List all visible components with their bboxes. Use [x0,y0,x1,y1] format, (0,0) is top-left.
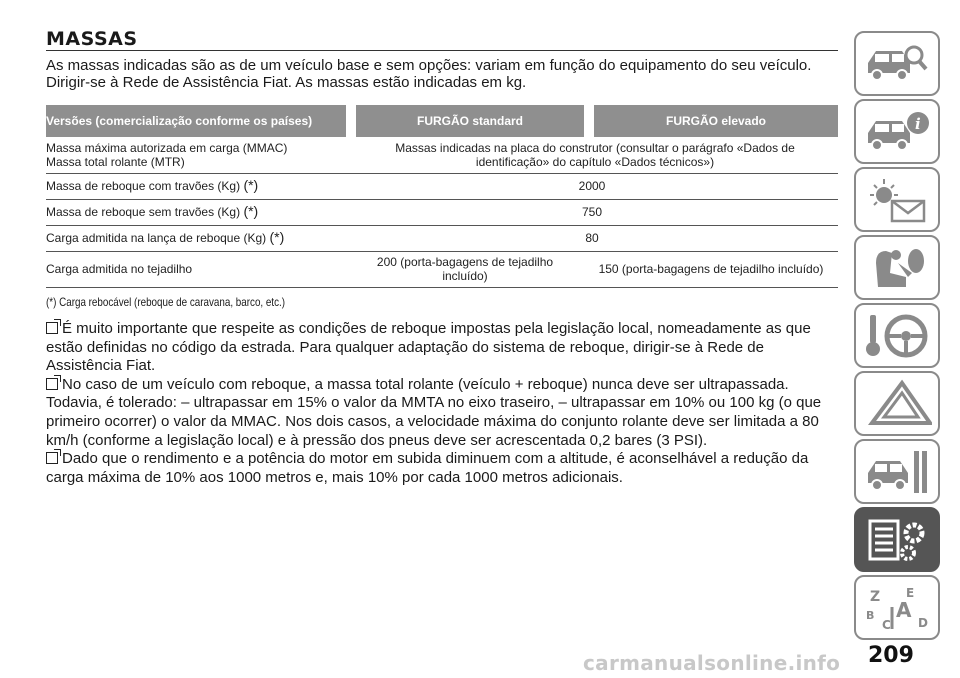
tab-emergency[interactable] [854,371,940,436]
footnote-marker: (*) [243,177,259,193]
car-search-icon [862,39,932,89]
tab-warning-lights[interactable] [854,167,940,232]
external-link-icon [46,452,58,464]
paragraph: No caso de um veículo com reboque, a massa total rolante (veículo + reboque) nunca deve ser ultrapassada. Todavia, é tolerado: – ultrapassar em 15% o valor da MMTA no eixo traseiro, – ultrapassar em 10% ou 100 kg (o que primeiro ocorrer) o valor da MMAC. Nos dois casos, a velocidade máxima do conjunto rolante deve ser limitada a 80 km/h (conforme a legislação local) e à pressão dos pneus deve ser acrescentada 0,2 bares (3 PSI). [46,375,822,449]
row-label [46,173,346,199]
row-label [46,225,346,251]
row-value-standard: 200 (porta-bagagens de tejadilho incluído) [346,251,584,287]
paragraph: Dado que o rendimento e a potência do motor em subida diminuem com a altitude, é aconselhável a redução da carga máxima de 10% aos 1000 metros e, mais 10% por cada 1000 metros adicionais. [46,450,809,486]
svg-text:Z: Z [870,588,881,605]
tab-safety[interactable] [854,235,940,300]
watermark: carmanualsonline.info [583,651,841,675]
table-header-row [46,105,838,137]
key-steering-wheel-icon [862,311,932,361]
intro-paragraph: As massas indicadas são as de um veículo base e sem opções: variam em função do equipamento do seu veículo. Dirigir-se à Rede de Assistência Fiat. As massas estão indicadas em kg. [46,57,812,91]
table-row [46,225,838,251]
row-label-text: Massa de reboque sem travões (Kg) [46,205,241,219]
footnote-marker: (*) [243,203,259,219]
body-text [46,320,838,487]
header-elevado: FURGÃO elevado [594,105,838,137]
row-label: Massa máxima autorizada em carga (MMAC) Massa total rolante (MTR) [46,137,346,173]
row-label [46,199,346,225]
footnote-marker: (*) [269,229,285,245]
header-gap [346,105,356,137]
warning-triangle-icon [862,379,932,429]
svg-text:A: A [896,597,912,622]
row-value: Massas indicadas na placa do construtor (consultar o parágrafo «Dados de identificação» do capítulo «Dados técnicos») [346,137,838,173]
table-row [46,199,838,225]
header-gap [584,105,594,137]
tab-maintenance[interactable] [854,439,940,504]
page-number: 209 [868,643,914,668]
header-versions: Versões (comercialização conforme os países) [46,105,346,137]
header-standard: FURGÃO standard [356,105,584,137]
technical-data-icon [862,515,932,565]
svg-text:B: B [866,608,875,622]
tab-index[interactable] [854,575,940,640]
warning-lights-icon [862,175,932,225]
tab-starting-driving[interactable] [854,303,940,368]
svg-text:C: C [882,617,891,632]
row-value: 80 [346,225,838,251]
tab-technical-data[interactable] [854,507,940,572]
alphabetical-index-icon [862,583,932,633]
chapter-tabs [854,31,940,643]
airbag-seat-icon [862,243,932,293]
title-rule [46,50,838,51]
tab-car-search[interactable] [854,31,940,96]
row-label-text: Carga admitida na lança de reboque (Kg) [46,231,267,245]
car-info-icon [862,107,932,157]
paragraph: É muito importante que respeite as condições de reboque impostas pela legislação local, nomeadamente as que estão definidas no código da estrada. Para qualquer adaptação do sistema de reboque, dirigir-se à Rede de Assistência Fiat. [46,320,811,375]
svg-text:D: D [918,615,928,630]
car-tools-icon [862,447,932,497]
table-row [46,173,838,199]
row-value: 2000 [346,173,838,199]
svg-text:E: E [906,585,915,600]
row-value: 750 [346,199,838,225]
tab-car-info[interactable] [854,99,940,164]
svg-text:i: i [915,114,921,133]
row-label-text: Massa de reboque com travões (Kg) [46,179,241,193]
table-footnote: (*) Carga rebocável (reboque de caravana, barco, etc.) [46,295,286,309]
row-label: Carga admitida no tejadilho [46,251,346,287]
mass-table [46,105,838,288]
table-row [46,137,838,173]
external-link-icon [46,322,58,334]
page-title: MASSAS [46,28,138,50]
table-row [46,251,838,287]
row-value-elevado: 150 (porta-bagagens de tejadilho incluído) [584,251,838,287]
external-link-icon [46,378,58,390]
